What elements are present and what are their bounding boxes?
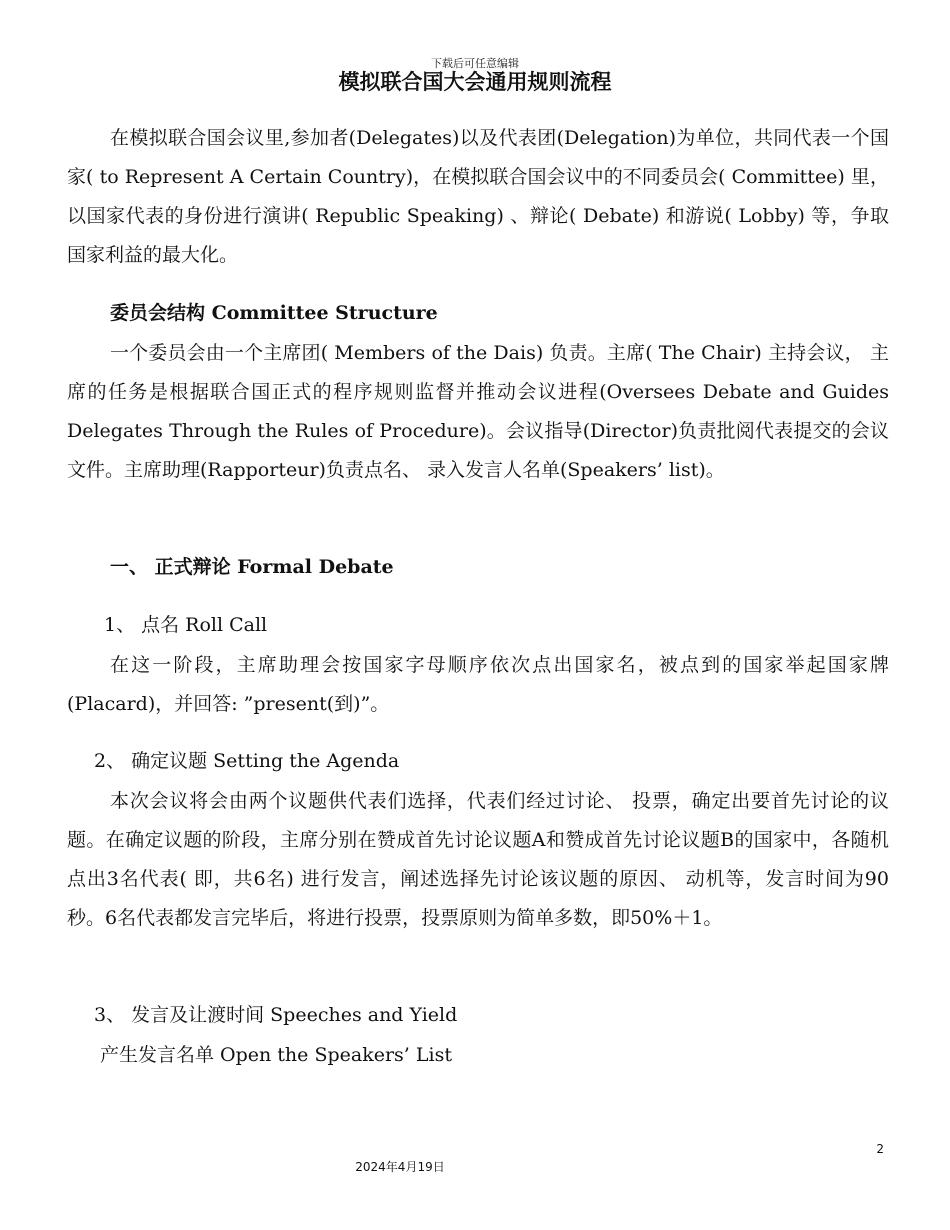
intro-paragraph: 在模拟联合国会议里,参加者(Delegates)以及代表团(Delegation)为单位，共同代表一个国家( to Represent A Certain Country)，在模拟联合国会议中的不同委员会( Committee) 里，以国家代表的身份进行演讲( Republic Speaking) 、辩论( Debate) 和游说( Lobby) 等，争取国家利益的最大化。 [67, 127, 889, 266]
page-number: 2 [876, 1142, 884, 1156]
speeches-yield-heading: 3、 发言及让渡时间 Speeches and Yield [94, 1004, 458, 1026]
committee-structure-heading: 委员会结构 Committee Structure [110, 302, 438, 324]
roll-call-paragraph: 在这一阶段，主席助理会按国家字母顺序依次点出国家名，被点到的国家举起国家牌(Placard)，并回答: ”present(到)”。 [67, 654, 889, 715]
formal-debate-heading: 一、 正式辩论 Formal Debate [110, 556, 394, 578]
speakers-list-heading: 产生发言名单 Open the Speakers’ List [100, 1044, 452, 1066]
setting-agenda-paragraph: 本次会议将会由两个议题供代表们选择，代表们经过讨论、 投票，确定出要首先讨论的议题。在确定议题的阶段，主席分别在赞成首先讨论议题A和赞成首先讨论议题B的国家中，各随机点出3名代表( 即，共6名) 进行发言，阐述选择先讨论该议题的原因、 动机等，发言时间为90秒。6名代表都发言完毕后，将进行投票，投票原则为简单多数，即50%＋1。 [67, 790, 889, 929]
footer-date: 2024年4月19日 [355, 1160, 445, 1174]
roll-call-heading: 1、 点名 Roll Call [104, 614, 268, 636]
header-note: 下载后可任意编辑 [431, 57, 519, 70]
setting-agenda-heading: 2、 确定议题 Setting the Agenda [94, 750, 400, 772]
committee-structure-paragraph: 一个委员会由一个主席团( Members of the Dais) 负责。主席( The Chair) 主持会议， 主席的任务是根据联合国正式的程序规则监督并推动会议进程(Oversees Debate and Guides Delegates Through the Rules of Procedure)。会议指导(Director)负责批阅代表提交的会议文件。主席助理(Rapporteur)负责点名、 录入发言人名单(Speakers’ list)。 [67, 342, 889, 481]
document-title: 模拟联合国大会通用规则流程 [338, 70, 612, 94]
